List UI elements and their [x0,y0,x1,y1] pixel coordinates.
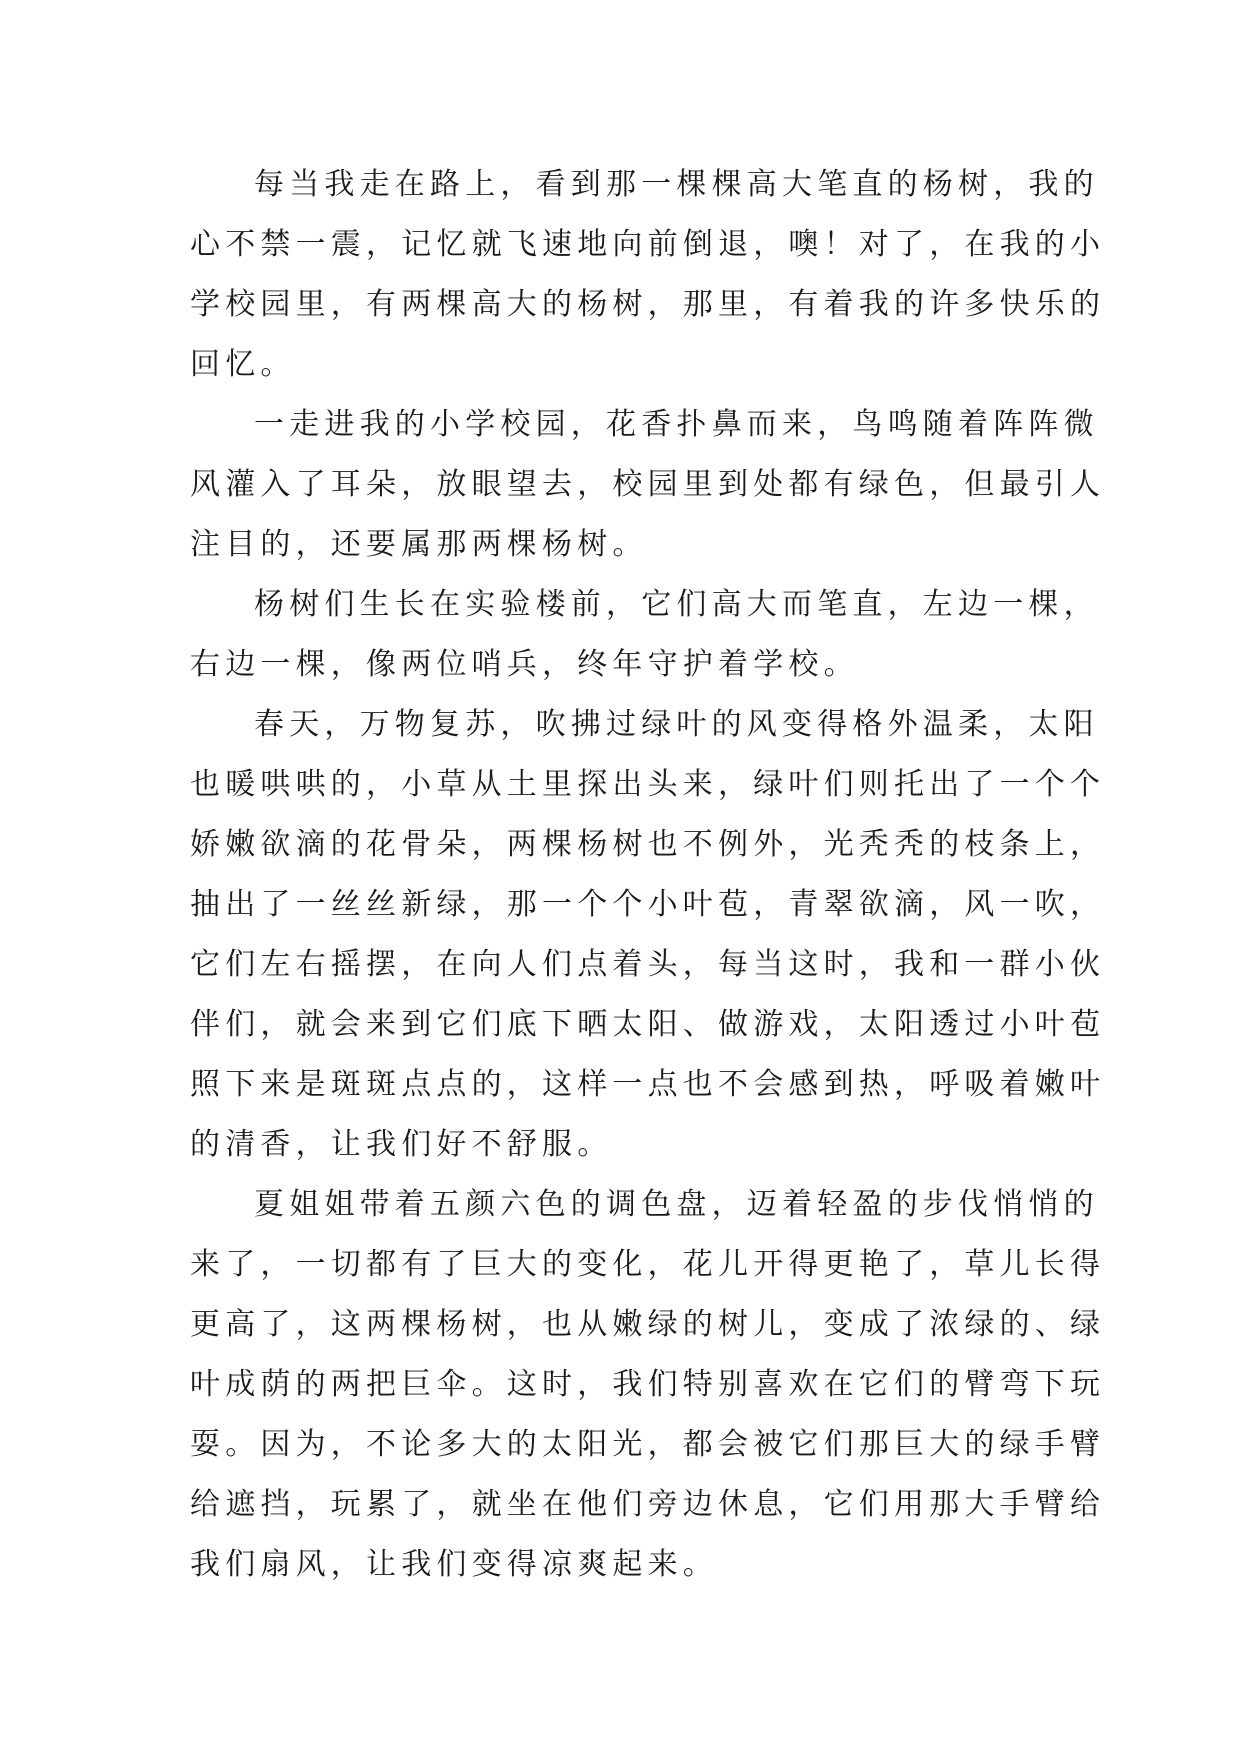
text-line: 风灌入了耳朵，放眼望去，校园里到处都有绿色，但最引人 [190,467,1106,502]
text-line: 回忆。 [190,347,296,382]
text-line: 我们扇风，让我们变得凉爽起来。 [190,1547,718,1582]
text-line: 杨树们生长在实验楼前，它们高大而笔直，左边一棵， [254,587,1099,622]
text-line: 它们左右摇摆，在向人们点着头，每当这时，我和一群小伙 [190,947,1106,982]
text-line: 照下来是斑斑点点的，这样一点也不会感到热，呼吸着嫩叶 [190,1067,1106,1102]
text-line: 注目的，还要属那两棵杨树。 [190,527,648,562]
text-line: 一走进我的小学校园，花香扑鼻而来，鸟鸣随着阵阵微 [254,407,1099,442]
text-line: 的清香，让我们好不舒服。 [190,1127,613,1162]
text-line: 每当我走在路上，看到那一棵棵高大笔直的杨树，我的 [254,167,1099,202]
text-line: 伴们，就会来到它们底下晒太阳、做游戏，太阳透过小叶苞 [190,1007,1106,1042]
text-line: 心不禁一震，记忆就飞速地向前倒退，噢！对了，在我的小 [190,227,1106,262]
text-line: 娇嫩欲滴的花骨朵，两棵杨树也不例外，光秃秃的枝条上， [190,827,1106,862]
text-line: 给遮挡，玩累了，就坐在他们旁边休息，它们用那大手臂给 [190,1487,1106,1522]
text-line: 叶成荫的两把巨伞。这时，我们特别喜欢在它们的臂弯下玩 [190,1367,1106,1402]
text-line: 耍。因为，不论多大的太阳光，都会被它们那巨大的绿手臂 [190,1427,1106,1462]
essay-body [190,155,1106,1595]
text-line: 右边一棵，像两位哨兵，终年守护着学校。 [190,647,859,682]
text-line: 抽出了一丝丝新绿，那一个个小叶苞，青翠欲滴，风一吹， [190,887,1106,922]
text-line: 春天，万物复苏，吹拂过绿叶的风变得格外温柔，太阳 [254,707,1099,742]
text-line: 更高了，这两棵杨树，也从嫩绿的树儿，变成了浓绿的、绿 [190,1307,1106,1342]
text-line: 夏姐姐带着五颜六色的调色盘，迈着轻盈的步伐悄悄的 [254,1187,1099,1222]
text-line: 来了，一切都有了巨大的变化，花儿开得更艳了，草儿长得 [190,1247,1106,1282]
text-line: 学校园里，有两棵高大的杨树，那里，有着我的许多快乐的 [190,287,1106,322]
text-line: 也暖哄哄的，小草从土里探出头来，绿叶们则托出了一个个 [190,767,1106,802]
